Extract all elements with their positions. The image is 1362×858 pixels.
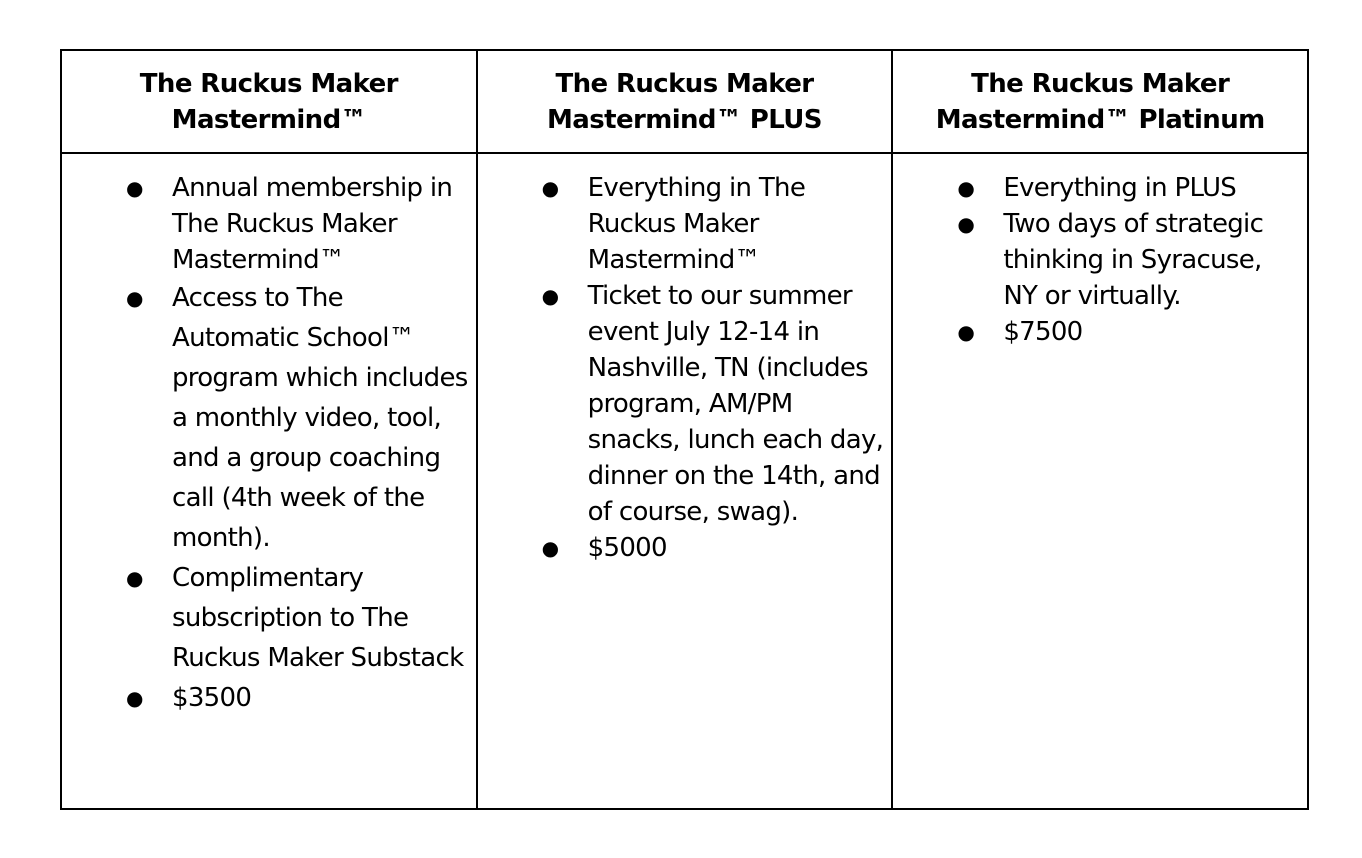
feature-list bbox=[478, 170, 892, 566]
feature-list bbox=[62, 170, 476, 718]
bullet-icon: ● bbox=[126, 686, 143, 710]
list-item: ● $5000 bbox=[478, 530, 892, 566]
tier-heading-platinum: The Ruckus Maker Mastermind™ Platinum bbox=[892, 50, 1308, 153]
list-item: ● Ticket to our summer event July 12-14 in Nashville, TN (includes program, AM/PM snacks, lunch each day, dinner on the 14th, and of course, swag). bbox=[478, 278, 892, 530]
bullet-icon: ● bbox=[541, 176, 559, 200]
list-item: ● Everything in PLUS bbox=[893, 170, 1307, 206]
tier-details-mastermind bbox=[61, 153, 477, 809]
list-item: ● Everything in The Ruckus Maker Mastermind™ bbox=[478, 170, 892, 278]
bullet-icon: ● bbox=[126, 286, 143, 310]
list-item: ● Complimentary subscription to The Ruckus Maker Substack bbox=[62, 558, 476, 678]
header-row bbox=[61, 50, 1308, 153]
list-item: ● Two days of strategic thinking in Syracuse, NY or virtually. bbox=[893, 206, 1307, 314]
tier-heading-plus: The Ruckus Maker Mastermind™ PLUS bbox=[477, 50, 893, 153]
tier-heading-mastermind: The Ruckus Maker Mastermind™ bbox=[61, 50, 477, 153]
bullet-icon: ● bbox=[957, 320, 975, 344]
list-item: ● $7500 bbox=[893, 314, 1307, 350]
tier-details-platinum bbox=[892, 153, 1308, 809]
bullet-icon: ● bbox=[126, 566, 143, 590]
bullet-icon: ● bbox=[957, 212, 975, 236]
feature-list bbox=[893, 170, 1307, 350]
bullet-icon: ● bbox=[541, 284, 559, 308]
details-row bbox=[61, 153, 1308, 809]
list-item: ● Annual membership in The Ruckus Maker Mastermind™ bbox=[62, 170, 476, 278]
bullet-icon: ● bbox=[957, 176, 975, 200]
tier-details-plus bbox=[477, 153, 893, 809]
list-item: ● Access to The Automatic School™ program which includes a monthly video, tool, and a group coaching call (4th week of the month). bbox=[62, 278, 476, 558]
pricing-table bbox=[60, 49, 1309, 810]
bullet-icon: ● bbox=[541, 536, 559, 560]
list-item: ● $3500 bbox=[62, 678, 476, 718]
bullet-icon: ● bbox=[126, 176, 143, 200]
